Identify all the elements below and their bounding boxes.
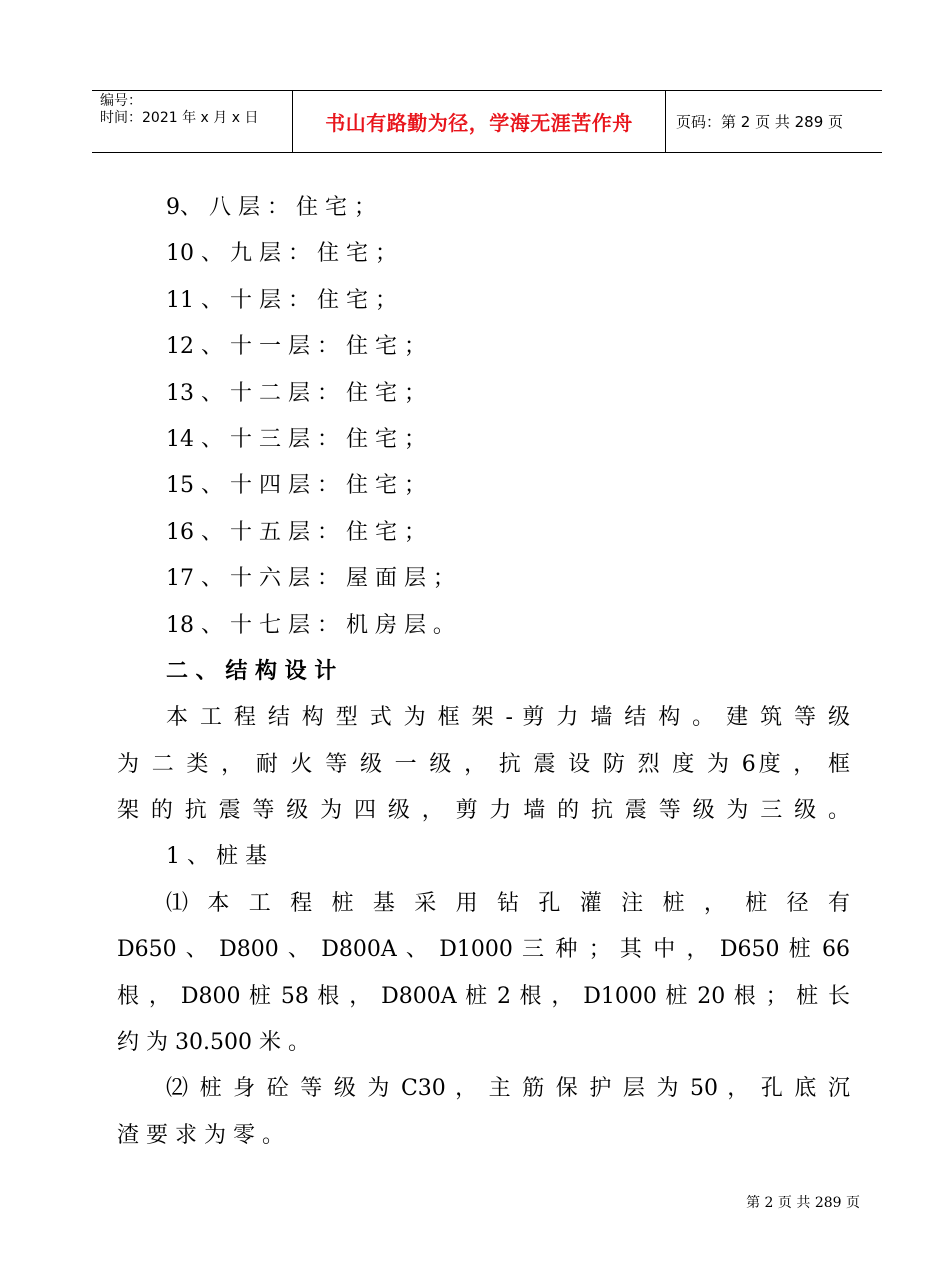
paragraph-line: 约 为 30.500 米 。 [117, 1030, 310, 1056]
subsection-heading: 1 、 桩 基 [166, 844, 267, 870]
paragraph-line: 渣 要 求 为 零 。 [117, 1122, 284, 1148]
floor-item: 13 、 十 二 层 ： 住 宅 ； [166, 380, 426, 406]
header-page-info-cell [666, 91, 882, 152]
paragraph-line: 根 ， D800 桩 58 根 ， D800A 桩 2 根 ， D1000 桩 20 根 ； 桩 长 [117, 983, 850, 1009]
paragraph-line: 为 二 类 ， 耐 火 等 级 一 级 ， 抗 震 设 防 烈 度 为 6度 ， 框 [117, 751, 850, 777]
floor-item: 16 、 十 五 层 ： 住 宅 ； [166, 519, 426, 545]
paragraph-line: 本 工 程 结 构 型 式 为 框 架 - 剪 力 墙 结 构 。 建 筑 等 级 [166, 705, 850, 731]
header-meta [92, 91, 293, 152]
floor-item: 9、 八 层 ： 住 宅 ； [166, 195, 376, 220]
floor-item: 11 、 十 层 ： 住 宅 ； [166, 287, 397, 313]
floor-item: 17 、 十 六 层 ： 屋 面 层 ； [166, 566, 455, 592]
number-label: 编号： [100, 93, 142, 109]
floor-item: 18 、 十 七 层 ： 机 房 层 。 [166, 612, 455, 638]
floor-item: 15 、 十 四 层 ： 住 宅 ； [166, 473, 426, 499]
paragraph-line: 架 的 抗 震 等 级 为 四 级 ， 剪 力 墙 的 抗 震 等 级 为 三 级 。 [117, 798, 850, 824]
paragraph-line: D650 、 D800 、 D800A 、 D1000 三 种 ； 其 中 ， D650 桩 66 [117, 937, 850, 963]
section-heading: 二 、 结 构 设 计 [166, 658, 337, 684]
paragraph-line: ⑴ 本 工 程 桩 基 采 用 钻 孔 灌 注 桩 ， 桩 径 有 [166, 890, 850, 916]
page-header [92, 90, 882, 153]
document-body [117, 185, 850, 1159]
floor-item: 14 、 十 三 层 ： 住 宅 ； [166, 426, 426, 452]
floor-item: 10 、 九 层 ： 住 宅 ； [166, 241, 397, 267]
time-label: 时间：2021 年 x 月 x 日 [100, 110, 259, 126]
header-motto-cell [293, 91, 666, 152]
floor-item: 12 、 十 一 层 ： 住 宅 ； [166, 334, 426, 360]
page-footer: 第 2 页 共 289 页 [746, 1195, 860, 1211]
motto: 书山有路勤为径，学海无涯苦作舟 [325, 111, 633, 135]
page-info: 页码：第 2 页 共 289 页 [676, 113, 844, 131]
paragraph-line: ⑵ 桩 身 砼 等 级 为 C30 ， 主 筋 保 护 层 为 50 ， 孔 底 沉 [166, 1076, 850, 1102]
